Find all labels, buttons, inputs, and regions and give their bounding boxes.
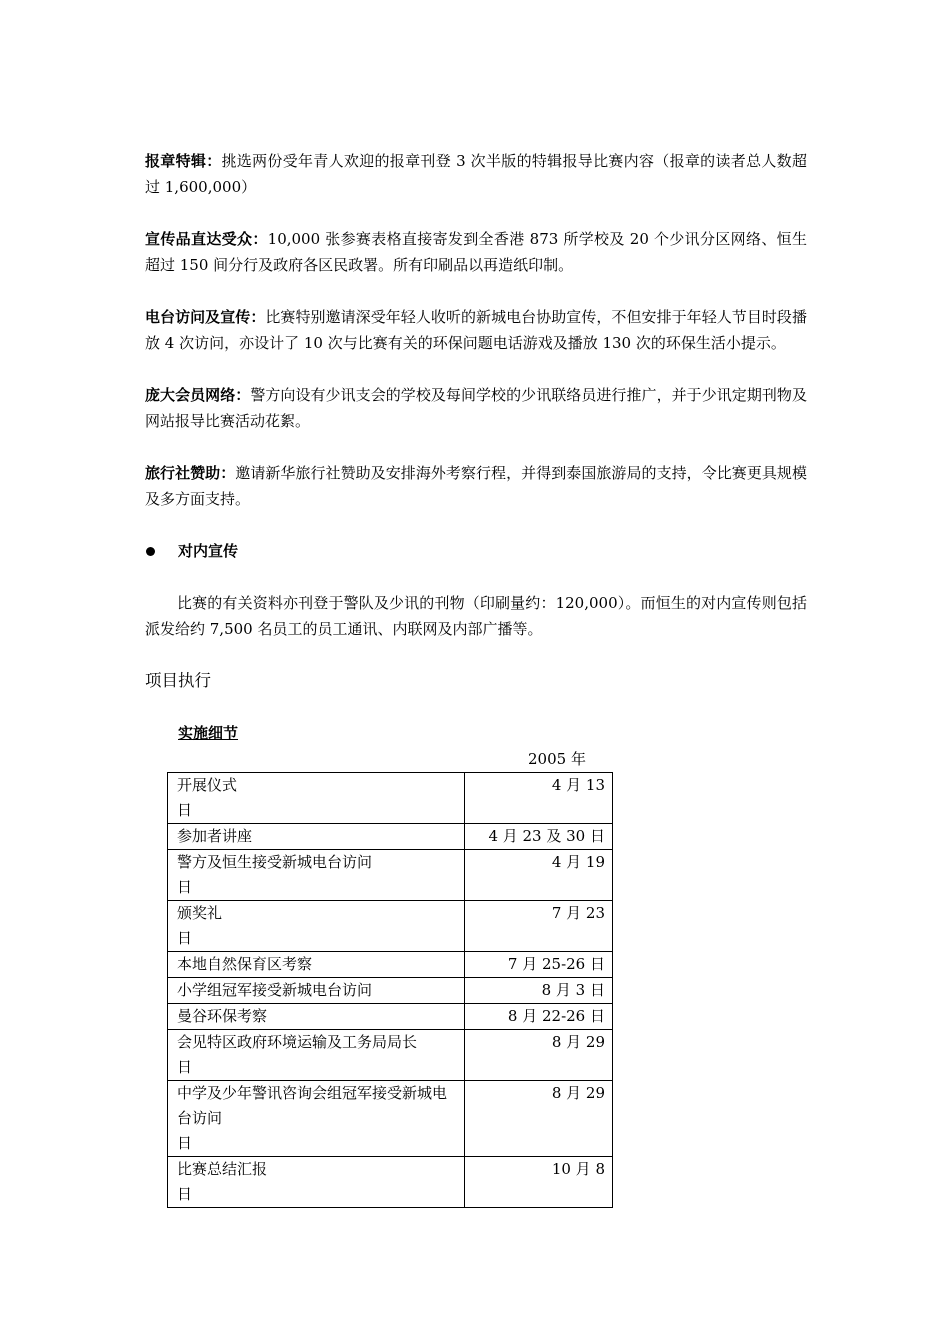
event-cell [168, 901, 465, 952]
schedule-table [167, 772, 613, 1208]
table-row [168, 901, 613, 952]
event-name: 曼谷环保考察 [177, 1007, 268, 1025]
table-row [168, 1157, 613, 1208]
date-cell [465, 824, 613, 850]
date-tail: 日 [177, 1058, 193, 1076]
event-date: 4 月 19 [551, 853, 605, 871]
table-row [168, 952, 613, 978]
bullet-label: 对内宣传 [178, 542, 239, 560]
date-tail: 日 [177, 1185, 193, 1203]
date-tail: 日 [177, 1134, 193, 1152]
event-date: 7 月 25-26 日 [507, 955, 605, 973]
paragraph-text: 邀请新华旅行社赞助及安排海外考察行程，并得到泰国旅游局的支持，令比赛更具规模及多方面支持。 [145, 464, 807, 508]
date-cell [465, 1081, 613, 1157]
event-date: 8 月 22-26 日 [507, 1007, 605, 1025]
event-cell [168, 1081, 465, 1157]
date-cell [465, 901, 613, 952]
year-label: 2005 年 [528, 750, 586, 768]
paragraph-text: 警方向设有少讯支会的学校及每间学校的少讯联络员进行推广，并于少讯定期刊物及网站报导比赛活动花絮。 [145, 386, 807, 430]
table-row [168, 1004, 613, 1030]
document-page [145, 148, 807, 1203]
paragraph-internal: 比赛的有关资料亦刊登于警队及少讯的刊物（印刷量约：120,000）。而恒生的对内宣传则包括派发给约 7,500 名员工的员工通讯、内联网及内部广播等。 [145, 594, 807, 638]
event-date: 7 月 23 [551, 904, 605, 922]
date-tail: 日 [177, 878, 193, 896]
paragraph-text: 比赛特别邀请深受年轻人收听的新城电台协助宣传，不但安排于年轻人节目时段播放 4 次访问，亦设计了 10 次与比赛有关的环保问题电话游戏及播放 130 次的环保生活小提示。 [145, 308, 807, 352]
event-cell [168, 1004, 465, 1030]
bullet-dot-icon [146, 547, 155, 556]
event-name: 参加者讲座 [177, 827, 253, 845]
paragraph-label: 宣传品直达受众： [145, 230, 268, 248]
section-title: 项目执行 [145, 671, 211, 690]
event-date: 8 月 29 [551, 1033, 605, 1051]
table-row [168, 1030, 613, 1081]
bullet-internal-promo [145, 538, 807, 564]
event-name: 比赛总结汇报 [177, 1160, 268, 1178]
event-cell [168, 1157, 465, 1208]
date-cell [465, 850, 613, 901]
paragraph-label: 旅行社赞助： [145, 464, 236, 482]
event-date: 4 月 23 及 30 日 [488, 827, 605, 845]
table-row [168, 978, 613, 1004]
date-cell [465, 1004, 613, 1030]
table-row [168, 850, 613, 901]
event-cell [168, 773, 465, 824]
event-cell [168, 952, 465, 978]
paragraph-text: 挑选两份受年青人欢迎的报章刊登 3 次半版的特辑报导比赛内容（报章的读者总人数超过 1,600,000） [145, 152, 807, 196]
table-row [168, 773, 613, 824]
paragraph-member-network [145, 382, 807, 434]
event-name: 会见特区政府环境运输及工务局局长 [177, 1033, 418, 1051]
event-cell [168, 824, 465, 850]
date-cell [465, 773, 613, 824]
date-cell [465, 1030, 613, 1081]
event-cell [168, 850, 465, 901]
event-cell [168, 1030, 465, 1081]
date-cell [465, 1157, 613, 1208]
sub-title: 实施细节 [178, 724, 239, 742]
event-name: 小学组冠军接受新城电台访问 [177, 981, 373, 999]
event-date: 8 月 3 日 [541, 981, 605, 999]
event-name: 开展仪式 [177, 776, 238, 794]
date-tail: 日 [177, 929, 193, 947]
date-cell [465, 952, 613, 978]
table-row [168, 1081, 613, 1157]
paragraph-promo-materials [145, 226, 807, 278]
table-row [168, 824, 613, 850]
paragraph-label: 庞大会员网络： [145, 386, 251, 404]
date-cell [465, 978, 613, 1004]
event-date: 4 月 13 [551, 776, 605, 794]
date-tail: 日 [177, 801, 193, 819]
paragraph-radio [145, 304, 807, 356]
event-cell [168, 978, 465, 1004]
paragraph-label: 电台访问及宣传： [145, 308, 266, 326]
paragraph-text: 10,000 张参赛表格直接寄发到全香港 873 所学校及 20 个少讯分区网络、恒生超过 150 间分行及政府各区民政署。所有印刷品以再造纸印制。 [145, 230, 807, 274]
event-name: 警方及恒生接受新城电台访问 [177, 853, 373, 871]
paragraph-travel-sponsor [145, 460, 807, 512]
event-name: 本地自然保育区考察 [177, 955, 313, 973]
event-name: 中学及少年警讯咨询会组冠军接受新城电台访问 [177, 1084, 448, 1127]
paragraph-label: 报章特辑： [145, 152, 222, 170]
event-date: 8 月 29 [551, 1084, 605, 1102]
event-name: 颁奖礼 [177, 904, 223, 922]
paragraph-newspaper [145, 148, 807, 200]
event-date: 10 月 8 [551, 1160, 605, 1178]
